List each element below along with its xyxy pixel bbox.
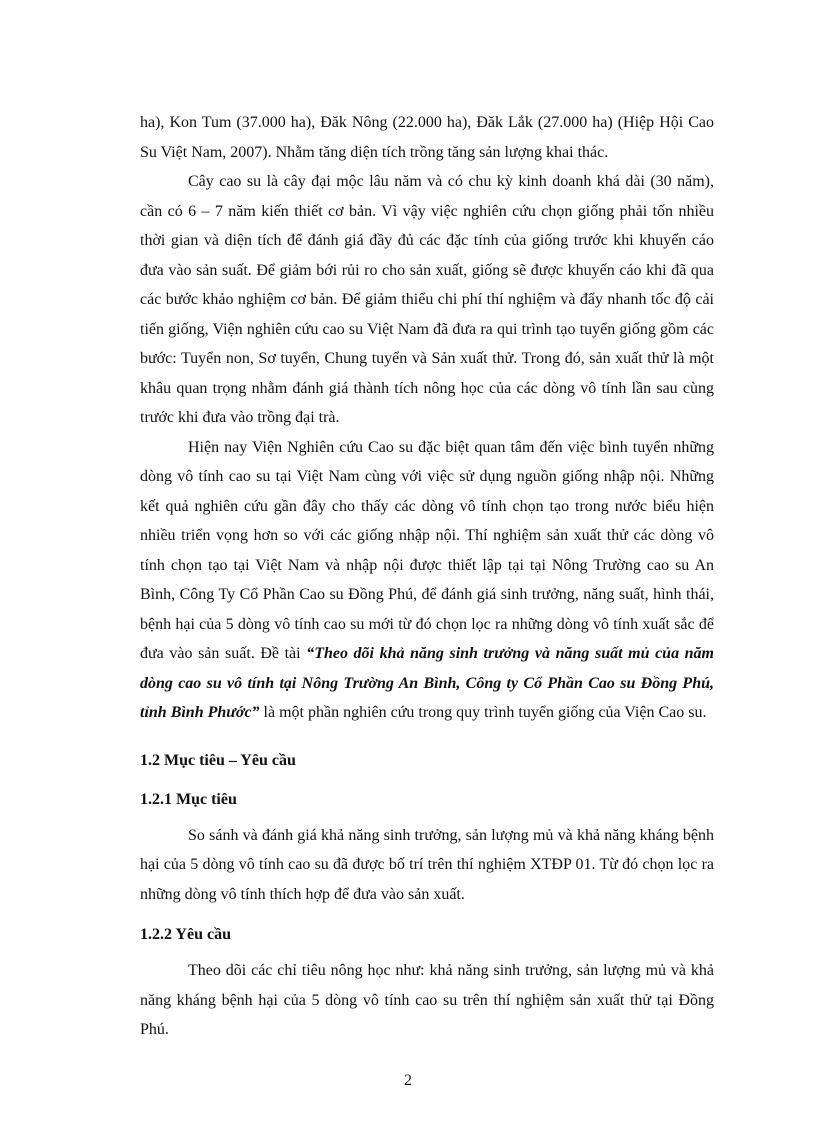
page-number: 2 [404,1072,412,1089]
paragraph-text-before-title: Hiện nay Viện Nghiên cứu Cao su đặc biệt quan tâm đến việc bình tuyển những dòng vô tính cao su tại Việt Nam cùng với việc sử dụng nguồn giống nhập nội. Những kết quả nghiên cứu gần đây cho thấy các dòng vô tính chọn tạo trong nước biểu hiện nhiều triển vọng hơn so với các giống nhập nội. Thí nghiệm sản xuất thử các dòng vô tính chọn tạo tại Việt Nam và nhập nội được thiết lập tại tại Nông Trường cao su An Bình, Công Ty Cổ Phần Cao su Đồng Phú, để đánh giá sinh trưởng, năng suất, hình thái, bệnh hại của 5 dòng vô tính cao su mới từ đó chọn lọc ra những dòng vô tính xuất sắc để đưa vào sản suất. Đề tài [140,438,714,662]
paragraph-continued: ha), Kon Tum (37.000 ha), Đăk Nông (22.000 ha), Đăk Lắk (27.000 ha) (Hiệp Hội Cao Su Việt Nam, 2007). Nhằm tăng diện tích trồng tăng sản lượng khai thác. [140,114,714,161]
paragraph-requirements: Theo dõi các chỉ tiêu nông học như: khả năng sinh trưởng, sản lượng mủ và khả năng kháng bệnh hại của 5 dòng vô tính cao su trên thí nghiệm sản xuất thử tại Đồng Phú. [140,962,714,1038]
thesis-title-emphasis: “Theo dõi khả năng sinh trưởng và năng suất mủ của năm dòng cao su vô tính tại Nông Trường An Bình, Công ty Cổ Phần Cao su Đồng Phú, tỉnh Bình Phước” [140,645,714,721]
paragraph-rubber-tree-breeding: Cây cao su là cây đại mộc lâu năm và có chu kỳ kinh doanh khá dài (30 năm), cần có 6 – 7 năm kiến thiết cơ bản. Vì vậy việc nghiên cứu chọn giống phải tốn nhiều thời gian và diện tích để đánh giá đầy đủ các đặc tính của giống trước khi khuyến cáo đưa vào sản suất. Để giảm bới rủi ro cho sản xuất, giống sẽ được khuyến cáo khi đã qua các bước khảo nghiệm cơ bản. Để giảm thiểu chi phí thí nghiệm và đẩy nhanh tốc độ cải tiến giống, Viện nghiên cứu cao su Việt Nam đã đưa ra qui trình tạo tuyển giống gồm các bước: Tuyển non, Sơ tuyển, Chung tuyển và Sản xuất thử. Trong đó, sản xuất thử là một khâu quan trọng nhằm đánh giá thành tích nông học của các dòng vô tính lần sau cùng trước khi đưa vào trồng đại trà. [140,173,714,426]
paragraph-goals: So sánh và đánh giá khả năng sinh trưởng, sản lượng mủ và khả năng kháng bệnh hại của 5 dòng vô tính cao su đã được bố trí trên thí nghiệm XTĐP 01. Từ đó chọn lọc ra những dòng vô tính thích hợp để đưa vào sản xuất. [140,826,714,903]
document-page [140,108,714,1045]
paragraph-research-context [140,433,714,728]
subsection-heading-requirements: 1.2.2 Yêu cầu [140,926,231,943]
paragraph-text-after-title: là một phần nghiên cứu trong quy trình tuyển giống của Viện Cao su. [259,704,707,721]
section-heading-goals-requirements: 1.2 Mục tiêu – Yêu cầu [140,751,296,769]
subsection-heading-goals: 1.2.1 Mục tiêu [140,790,237,808]
